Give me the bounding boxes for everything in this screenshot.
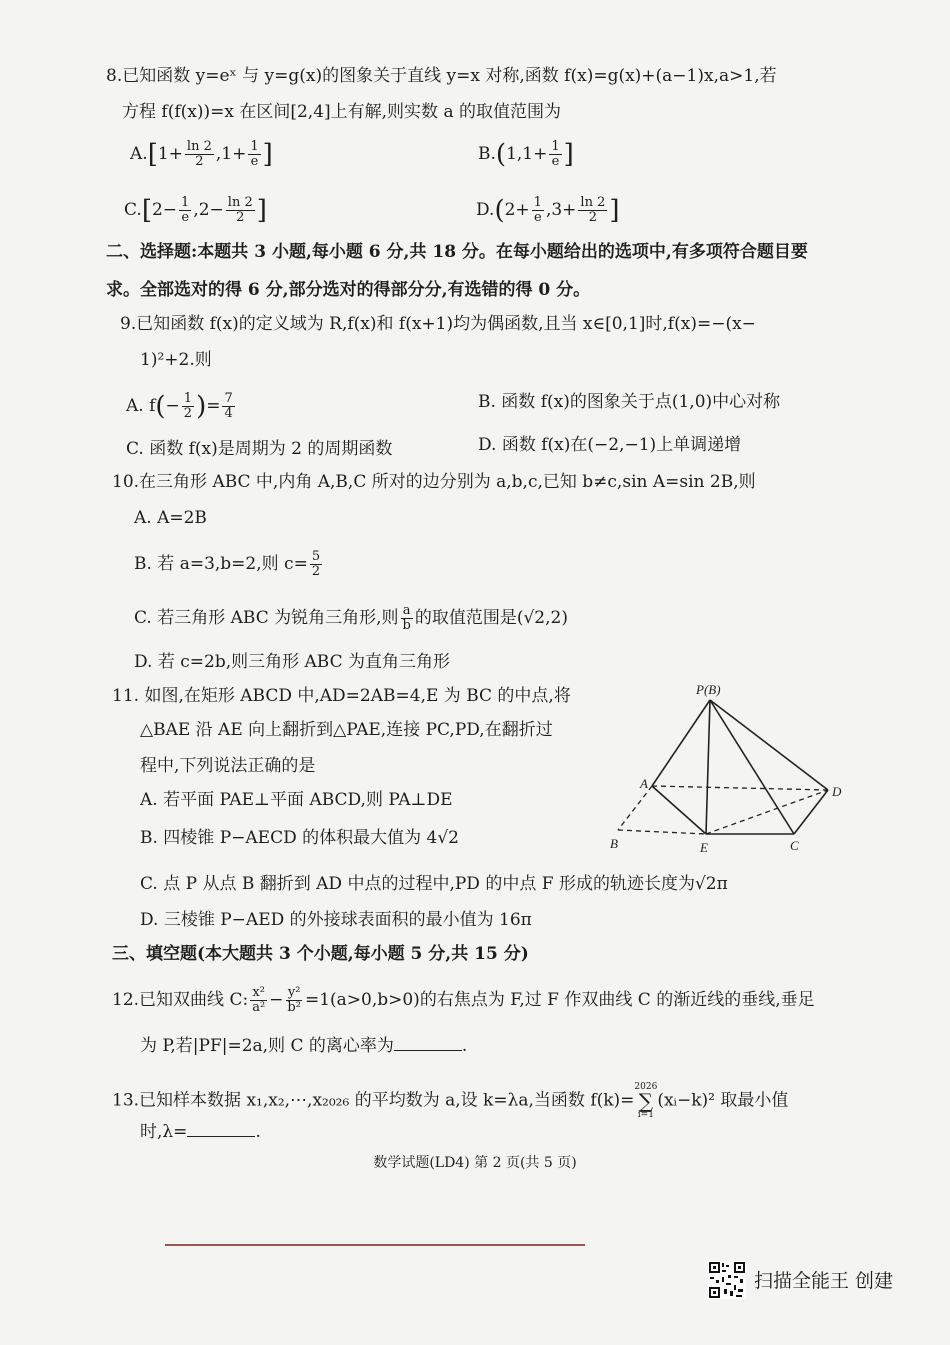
section2-line1: 二、选择题:本题共 3 小题,每小题 6 分,共 18 分。在每小题给出的选项中,有多项符合题目要: [106, 242, 808, 262]
q8-line1: 8.已知函数 y=eˣ 与 y=g(x)的图象关于直线 y=x 对称,函数 f(x)=g(x)+(a−1)x,a>1,若: [106, 66, 777, 86]
section2-line2: 求。全部选对的得 6 分,部分选对的得部分分,有选错的得 0 分。: [106, 280, 591, 300]
q13-line2: 时,λ= .: [140, 1122, 261, 1142]
label-e: E: [700, 840, 708, 855]
q8-option-b: B.(1,1+ $\frac{1}{e}$ ]: [478, 139, 574, 170]
q9-option-a: A. f(− $\frac{1}{2}$ )= $\frac{7}{4}$: [126, 391, 233, 422]
q9-option-c: C. 函数 f(x)是周期为 2 的周期函数: [126, 439, 393, 459]
q8-option-d: D.(2+ $\frac{1}{e}$ ,3+ $\frac{\ln 2}{2}$ ]: [476, 195, 620, 226]
q10-line1: 10.在三角形 ABC 中,内角 A,B,C 所对的边分别为 a,b,c,已知 b≠c,sin A=sin 2B,则: [112, 472, 756, 492]
pyramid-figure: [600, 680, 860, 860]
label-d: D: [832, 784, 842, 799]
q9-line1: 9.已知函数 f(x)的定义域为 R,f(x)和 f(x+1)均为偶函数,且当 x∈[0,1]时,f(x)=−(x−: [120, 314, 756, 334]
q11-line3: 程中,下列说法正确的是: [140, 756, 316, 776]
q11-option-b: B. 四棱锥 P−AECD 的体积最大值为 4√2: [140, 828, 459, 848]
q10-option-c: C. 若三角形 ABC 为锐角三角形,则 $\frac{a}{b}$ 的取值范围是(√2,2): [134, 603, 568, 633]
q12-answer-blank[interactable]: [394, 1034, 462, 1051]
q10-option-d: D. 若 c=2b,则三角形 ABC 为直角三角形: [134, 652, 451, 672]
q11-line2: △BAE 沿 AE 向上翻折到△PAE,连接 PC,PD,在翻折过: [140, 720, 553, 740]
page-footer: 数学试题(LD4) 第 2 页(共 5 页): [373, 1155, 577, 1171]
q10-option-b: B. 若 a=3,b=2,则 c= $\frac{5}{2}$: [134, 549, 321, 579]
q9-option-d: D. 函数 f(x)在(−2,−1)上单调递增: [478, 435, 742, 455]
label-b: B: [610, 836, 618, 851]
q11-option-d: D. 三棱锥 P−AED 的外接球表面积的最小值为 16π: [140, 910, 532, 930]
q11-line1: 11. 如图,在矩形 ABCD 中,AD=2AB=4,E 为 BC 的中点,将: [112, 686, 571, 706]
q8-option-c: C.[2− $\frac{1}{e}$ ,2− $\frac{\ln 2}{2}$ ]: [124, 195, 267, 226]
q12-line2: 为 P,若|PF|=2a,则 C 的离心率为 .: [140, 1036, 468, 1056]
label-p: P(B): [696, 682, 721, 697]
q12-line1: 12.已知双曲线 C: $\frac{\text{x²}}{\text{a²}}$ − $\frac{\text{y²}}{\text{b²}}$ =1(a>0,b>0)的右焦点为 F,过 F 作双曲线 C 的渐近线的垂线,垂足: [112, 985, 815, 1015]
q11-option-c: C. 点 P 从点 B 翻折到 AD 中点的过程中,PD 的中点 F 形成的轨迹长度为√2π: [140, 874, 728, 894]
q10-option-a: A. A=2B: [134, 508, 207, 528]
q11-option-a: A. 若平面 PAE⊥平面 ABCD,则 PA⊥DE: [140, 790, 453, 810]
section3-title: 三、填空题(本大题共 3 个小题,每小题 5 分,共 15 分): [112, 944, 529, 964]
q13-answer-blank[interactable]: [187, 1120, 255, 1137]
label-a: A: [640, 776, 648, 791]
label-c: C: [790, 838, 799, 853]
decorative-divider: [165, 1244, 585, 1246]
q8-line2: 方程 f(f(x))=x 在区间[2,4]上有解,则实数 a 的取值范围为: [122, 102, 561, 122]
qr-code-icon: [708, 1261, 746, 1299]
scanner-watermark: 扫描全能王 创建: [754, 1270, 894, 1292]
q8-option-a: A.[1+ $\frac{\ln 2}{2}$ ,1+ $\frac{1}{e}$ ]: [130, 139, 273, 170]
q9-option-b: B. 函数 f(x)的图象关于点(1,0)中心对称: [478, 392, 781, 412]
q13-line1: 13.已知样本数据 x₁,x₂,⋯,x₂₀₂₆ 的平均数为 a,设 k=λa,当函数 f(k)= 2026 ∑ i=1 (xᵢ−k)² 取最小值: [112, 1082, 789, 1120]
q9-line2: 1)²+2.则: [140, 350, 212, 370]
